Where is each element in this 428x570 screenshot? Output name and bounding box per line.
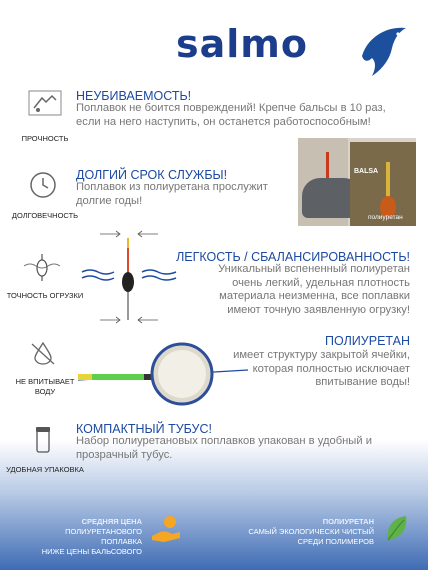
hand-money-icon	[150, 514, 184, 544]
feature-label-package: УДОБНАЯ УПАКОВКА	[6, 465, 84, 474]
footer-price-line2: НИЖЕ ЦЕНЫ БАЛЬСОВОГО	[41, 547, 142, 556]
feature-label-waterproof: НЕ ВПИТЫВАЕТ ВОДУ	[15, 377, 75, 396]
feature-desc-tube: Набор полиуретановых поплавков упакован в удобный и прозрачный тубус.	[76, 435, 372, 461]
footer-price-block	[24, 517, 142, 557]
float-diagram	[80, 228, 178, 326]
clock-icon	[28, 170, 58, 200]
footer-price-line1: ПОЛИУРЕТАНОВОГО ПОПЛАВКА	[65, 527, 142, 546]
feature-title-balance: ЛЕГКОСТЬ / СБАЛАНСИРОВАННОСТЬ!	[176, 250, 410, 264]
logo-text: salmo	[176, 22, 308, 66]
feature-label-accuracy: ТОЧНОСТЬ ОГРУЗКИ	[6, 291, 84, 300]
feature-title-tube: КОМПАКТНЫЙ ТУБУС!	[76, 422, 212, 436]
tube-package-icon	[34, 426, 52, 454]
leaf-icon	[382, 512, 412, 544]
feature-desc-strength: Поплавок не боится повреждений! Крепче бальсы в 10 раз, если на него наступить, он останется работоспособным!	[76, 102, 386, 128]
feature-desc-polyurethane: имеет структуру закрытой ячейки, которая полностью исключает впитывание воды!	[233, 349, 410, 388]
footer-price-title: СРЕДНЯЯ ЦЕНА	[81, 517, 142, 526]
feature-title-polyurethane: ПОЛИУРЕТАН	[325, 334, 410, 348]
footer-eco-line1: САМЫЙ ЭКОЛОГИЧЕСКИ ЧИСТЫЙ	[248, 527, 374, 536]
broken-hammer-icon	[28, 90, 62, 116]
no-water-drop-icon	[28, 340, 58, 366]
feature-label-durability: ДОЛГОВЕЧНОСТЬ	[11, 211, 79, 220]
footer-eco-line2: СРЕДИ ПОЛИМЕРОВ	[297, 537, 374, 546]
feature-desc-balance: Уникальный вспененный полиуретан очень легкий, удельная плотность материала неизменна, все поплавки имеют точную заявленную огрузку!	[218, 263, 410, 316]
photo-label-pu: полиуретан	[368, 214, 403, 221]
salmon-fish-icon	[354, 22, 414, 82]
footer-eco-block	[244, 517, 374, 547]
photo-shoe-float	[298, 138, 416, 226]
footer-eco-title: ПОЛИУРЕТАН	[322, 517, 374, 526]
photo-label-balsa: BALSA	[354, 168, 379, 175]
feature-label-strength: ПРОЧНОСТЬ	[21, 134, 69, 143]
feature-desc-durability: Поплавок из полиуретана прослужит долгие годы!	[76, 181, 268, 207]
feature-title-durability: ДОЛГИЙ СРОК СЛУЖБЫ!	[76, 168, 228, 182]
float-balance-icon	[22, 252, 62, 282]
feature-title-strength: НЕУБИВАЕМОСТЬ!	[76, 89, 192, 103]
